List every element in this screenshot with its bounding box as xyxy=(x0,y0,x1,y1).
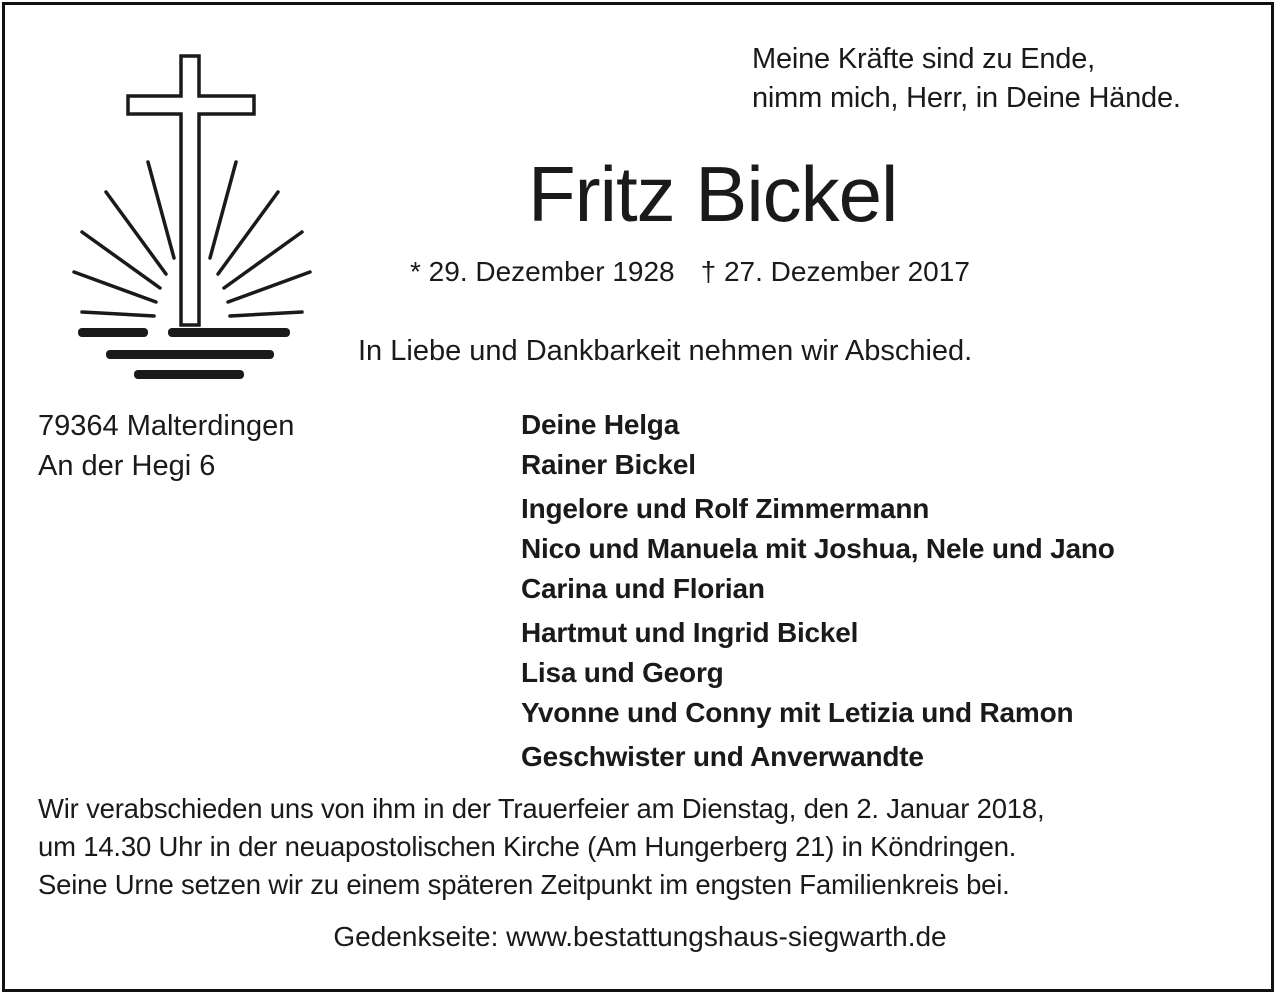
mourner-name: Carina und Florian xyxy=(521,573,765,604)
verse-line: nimm mich, Herr, in Deine Hände. xyxy=(752,82,1181,114)
mourner-name: Rainer Bickel xyxy=(521,449,696,480)
birth-date: * 29. Dezember 1928 xyxy=(410,256,675,287)
mourner-group xyxy=(521,737,1115,777)
mourner-name: Ingelore und Rolf Zimmermann xyxy=(521,493,930,524)
mourner-group xyxy=(521,405,1115,485)
bible-verse xyxy=(752,40,1181,118)
mourner-name: Hartmut und Ingrid Bickel xyxy=(521,617,859,648)
mourner-name: Lisa und Georg xyxy=(521,657,724,688)
family-address xyxy=(38,406,294,486)
deceased-name: Fritz Bickel xyxy=(528,150,898,238)
mourner-name: Nico und Manuela mit Joshua, Nele und Jano xyxy=(521,533,1115,564)
mourner-group xyxy=(521,489,1115,609)
cross-sun-waves-icon xyxy=(70,52,315,387)
farewell-text: In Liebe und Dankbarkeit nehmen wir Abschied. xyxy=(358,335,973,367)
memorial-page-link: Gedenkseite: www.bestattungshaus-siegwarth.de xyxy=(333,921,947,952)
ceremony-details xyxy=(38,790,1044,904)
verse-line: Meine Kräfte sind zu Ende, xyxy=(752,43,1095,75)
life-dates xyxy=(410,254,970,290)
ceremony-line: Seine Urne setzen wir zu einem späteren Zeitpunkt im engsten Familienkreis bei. xyxy=(38,869,1010,900)
ceremony-line: Wir verabschieden uns von ihm in der Trauerfeier am Dienstag, den 2. Januar 2018, xyxy=(38,793,1045,824)
address-street: An der Hegi 6 xyxy=(38,450,216,482)
mourner-name: Yvonne und Conny mit Letizia und Ramon xyxy=(521,697,1074,728)
mourner-name: Deine Helga xyxy=(521,409,680,440)
death-date: † 27. Dezember 2017 xyxy=(700,256,970,287)
mourner-group xyxy=(521,613,1115,733)
ceremony-line: um 14.30 Uhr in der neuapostolischen Kirche (Am Hungerberg 21) in Köndringen. xyxy=(38,831,1017,862)
address-city: 79364 Malterdingen xyxy=(38,410,295,442)
mourner-name: Geschwister und Anverwandte xyxy=(521,741,924,772)
mourners-list xyxy=(521,405,1115,781)
